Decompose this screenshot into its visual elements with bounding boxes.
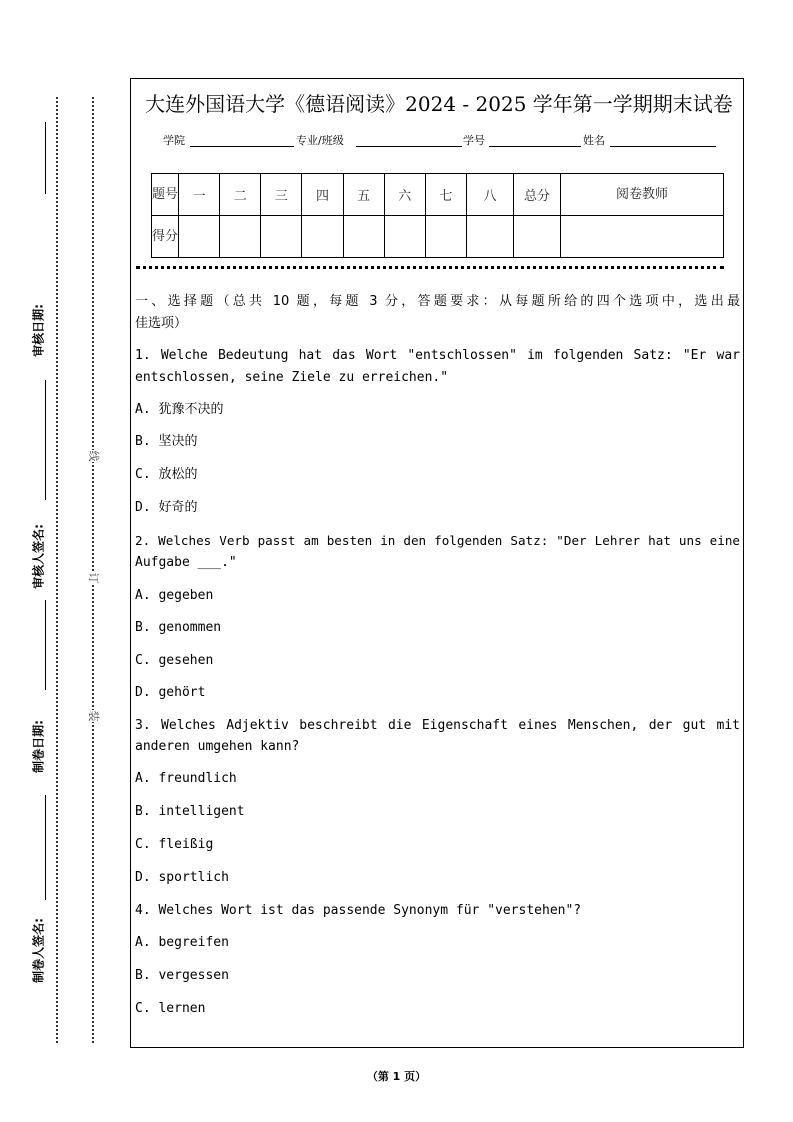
major-class-field[interactable] <box>356 146 462 147</box>
score-cell[interactable] <box>467 216 514 258</box>
score-cell[interactable] <box>384 216 425 258</box>
q1-option-d[interactable]: D. 好奇的 <box>135 500 198 515</box>
row-header: 题号 <box>152 174 179 216</box>
separator-dotted <box>136 266 724 269</box>
question-4-text: 4. Welches Wort ist das passende Synonym für "verstehen"? <box>135 903 582 918</box>
signature-line <box>45 380 46 500</box>
q1-option-b[interactable]: B. 坚决的 <box>135 434 198 449</box>
q4-option-c[interactable]: C. lernen <box>135 1001 206 1016</box>
q3-option-c[interactable]: C. fleißig <box>135 837 214 852</box>
column-header: 四 <box>302 174 343 216</box>
score-cell[interactable] <box>179 216 220 258</box>
review-date-label: 审核日期: <box>31 304 46 357</box>
major-class-label: 专业/班级 <box>296 134 344 147</box>
table-row <box>152 174 724 216</box>
q4-option-b[interactable]: B. vergessen <box>135 968 229 983</box>
score-table <box>151 173 724 258</box>
q2-option-b[interactable]: B. genommen <box>135 620 222 635</box>
compiler-signature-label: 制卷人签名: <box>31 918 46 983</box>
score-cell[interactable] <box>514 216 561 258</box>
page-number: （第 1 页） <box>366 1070 427 1083</box>
column-header: 二 <box>220 174 261 216</box>
q2-option-a[interactable]: A. gegeben <box>135 588 214 603</box>
binding-mark-xian: 线 <box>87 450 100 462</box>
name-field[interactable] <box>610 146 716 147</box>
column-header: 六 <box>384 174 425 216</box>
q2-option-c[interactable]: C. gesehen <box>135 653 214 668</box>
row-header: 得分 <box>152 216 179 258</box>
question-2-text: 2. Welches Verb passt am besten in den folgenden Satz: "Der Lehrer hat uns eine <box>135 533 740 548</box>
q3-option-d[interactable]: D. sportlich <box>135 870 229 885</box>
binding-dotted-line-inner <box>92 97 94 1043</box>
reviewer-signature-label: 审核人签名: <box>31 524 46 589</box>
question-3-text: 3. Welches Adjektiv beschreibt die Eigenschaft eines Menschen, der gut mit <box>135 718 740 733</box>
binding-mark-zhuang: 装 <box>87 710 100 722</box>
student-id-field[interactable] <box>489 146 581 147</box>
question-1-text: entschlossen, seine Ziele zu erreichen." <box>135 370 449 385</box>
question-2-text: Aufgabe ___." <box>135 555 237 570</box>
name-label: 姓名 <box>583 134 605 147</box>
table-row <box>152 216 724 258</box>
question-3-text: anderen umgehen kann? <box>135 739 300 754</box>
compile-date-label: 制卷日期: <box>31 720 46 773</box>
q2-option-d[interactable]: D. gehört <box>135 685 206 700</box>
column-header: 三 <box>261 174 302 216</box>
column-header: 七 <box>425 174 466 216</box>
score-cell[interactable] <box>425 216 466 258</box>
q4-option-a[interactable]: A. begreifen <box>135 935 229 950</box>
q3-option-a[interactable]: A. freundlich <box>135 771 237 786</box>
q3-option-b[interactable]: B. intelligent <box>135 804 245 819</box>
column-header: 一 <box>179 174 220 216</box>
q1-option-a[interactable]: A. 犹豫不决的 <box>135 402 224 417</box>
score-cell[interactable] <box>261 216 302 258</box>
section-heading: 佳选项） <box>135 316 188 331</box>
student-id-label: 学号 <box>463 134 485 147</box>
score-cell[interactable] <box>302 216 343 258</box>
signature-line <box>45 122 46 194</box>
column-header: 阅卷教师 <box>561 174 724 216</box>
college-label: 学院 <box>163 134 185 147</box>
binding-mark-ding: 订 <box>87 572 100 584</box>
column-header: 总分 <box>514 174 561 216</box>
score-cell[interactable] <box>561 216 724 258</box>
column-header: 八 <box>467 174 514 216</box>
question-1-text: 1. Welche Bedeutung hat das Wort "entschlossen" im folgenden Satz: "Er war <box>135 348 740 363</box>
column-header: 五 <box>343 174 384 216</box>
signature-line <box>45 600 46 690</box>
q1-option-c[interactable]: C. 放松的 <box>135 467 198 482</box>
score-cell[interactable] <box>220 216 261 258</box>
exam-title: 大连外国语大学《德语阅读》2024 - 2025 学年第一学期期末试卷 <box>145 92 733 116</box>
section-heading: 一、选择题（总共 10 题，每题 3 分，答题要求：从每题所给的四个选项中，选出最 <box>135 294 740 309</box>
college-field[interactable] <box>190 146 294 147</box>
signature-line <box>45 795 46 900</box>
score-cell[interactable] <box>343 216 384 258</box>
binding-dotted-line-outer <box>56 97 58 1043</box>
